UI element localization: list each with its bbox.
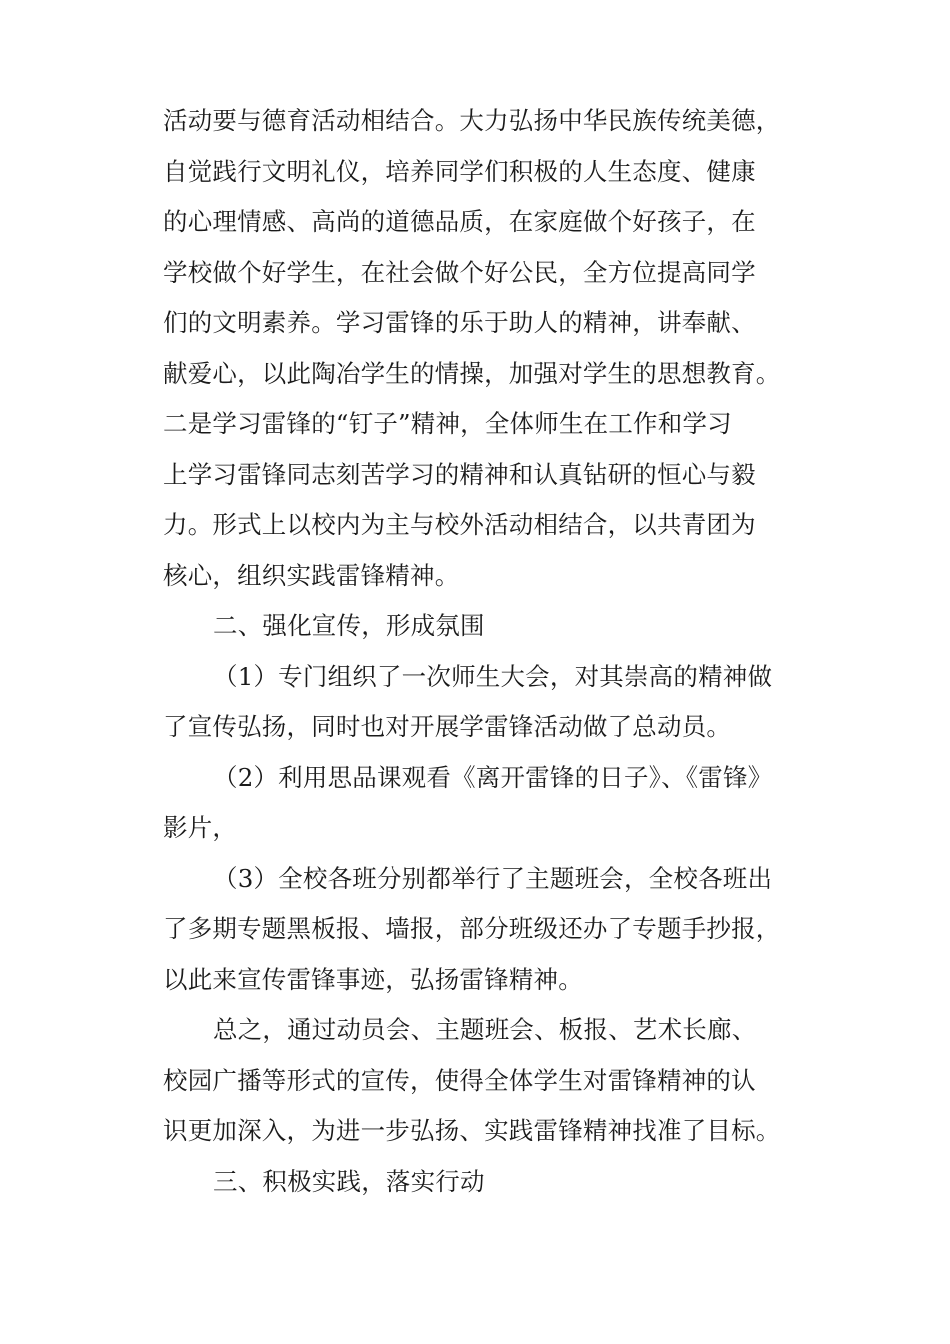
text-line: 的心理情感、高尚的道德品质，在家庭做个好孩子，在 [163, 207, 756, 236]
text-line: 学校做个好学生，在社会做个好公民，全方位提高同学 [163, 257, 756, 287]
text-line: 核心，组织实践雷锋精神。 [163, 560, 460, 590]
text-line: 影片， [163, 813, 238, 842]
body-text [163, 96, 803, 1207]
list-item-start: （3）全校各班分别都举行了主题班会，全校各班出 [213, 863, 773, 893]
text-line: 活动要与德育活动相结合。大力弘扬中华民族传统美德， [163, 106, 781, 135]
text-line: 上学习雷锋同志刻苦学习的精神和认真钻研的恒心与毅 [163, 459, 756, 489]
text-line: 自觉践行文明礼仪，培养同学们积极的人生态度、健康 [163, 156, 756, 186]
text-line: 校园广播等形式的宣传，使得全体学生对雷锋精神的认 [163, 1065, 756, 1095]
text-line: 识更加深入，为进一步弘扬、实践雷锋精神找准了目标。 [163, 1116, 781, 1145]
section-heading: 三、积极实践，落实行动 [213, 1166, 485, 1196]
text-line: 献爱心，以此陶冶学生的情操，加强对学生的思想教育。 [163, 358, 781, 388]
list-item-start: （1）专门组织了一次师生大会，对其崇高的精神做 [213, 661, 773, 691]
text-line: 了多期专题黑板报、墙报，部分班级还办了专题手抄报， [163, 914, 781, 943]
text-line: 力。形式上以校内为主与校外活动相结合，以共青团为 [163, 510, 756, 539]
text-line: 以此来宣传雷锋事迹，弘扬雷锋精神。 [163, 964, 583, 994]
list-item-start: （2）利用思品课观看《离开雷锋的日子》、《雷锋》 [213, 762, 773, 792]
text-line: 们的文明素养。学习雷锋的乐于助人的精神，讲奉献、 [163, 308, 756, 337]
text-line: 二是学习雷锋的“钉子”精神，全体师生在工作和学习 [163, 409, 732, 438]
section-heading: 二、强化宣传，形成氛围 [213, 611, 485, 640]
text-line: 了宣传弘扬，同时也对开展学雷锋活动做了总动员。 [163, 712, 732, 741]
paragraph-start: 总之，通过动员会、主题班会、板报、艺术长廊、 [213, 1015, 757, 1044]
